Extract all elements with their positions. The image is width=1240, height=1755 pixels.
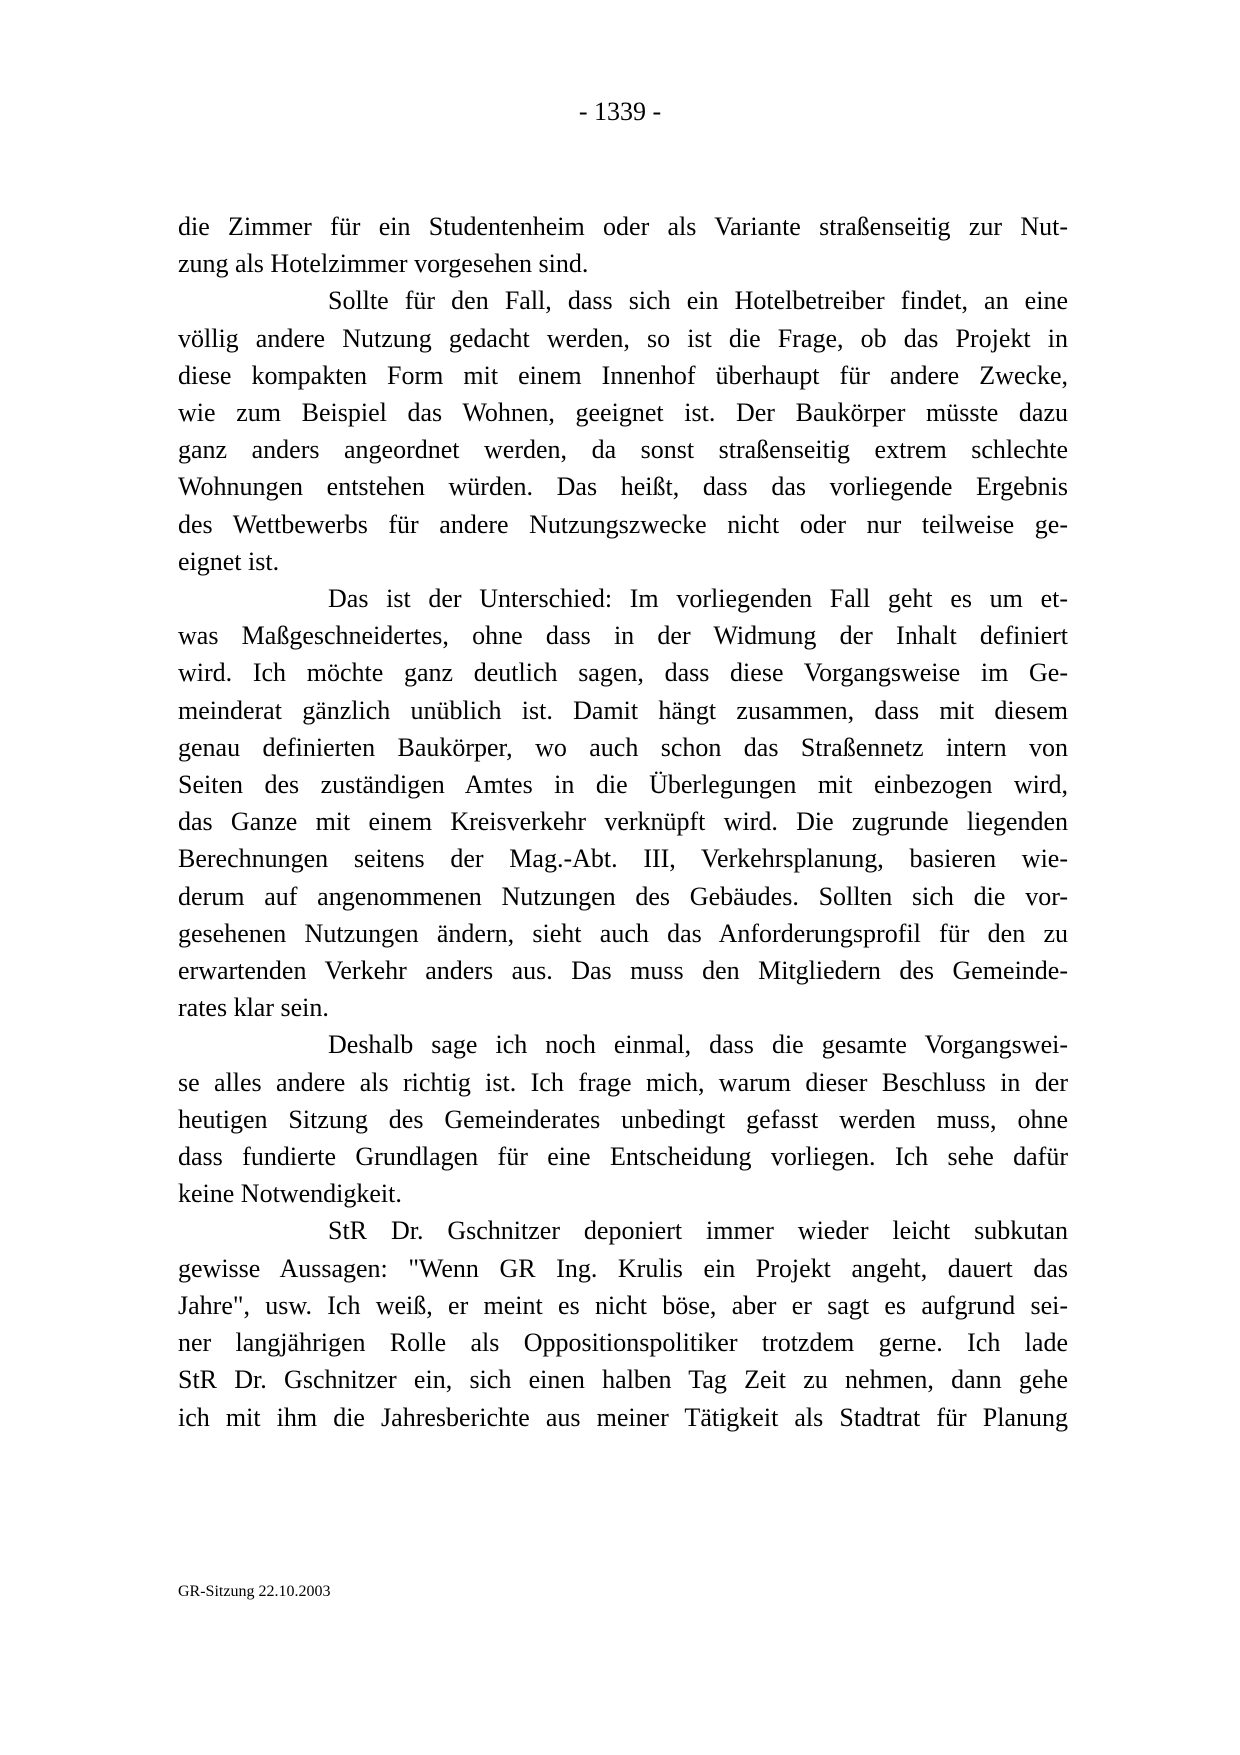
paragraph-2	[178, 282, 1068, 580]
text-line: erwartenden Verkehr anders aus. Das muss den Mitgliedern des Gemeinde-	[178, 956, 1068, 986]
text-line: völlig andere Nutzung gedacht werden, so ist die Frage, ob das Projekt in	[178, 323, 1068, 353]
text-line: Seiten des zuständigen Amtes in die Überlegungen mit einbezogen wird,	[178, 770, 1068, 800]
text-line: Deshalb sage ich noch einmal, dass die gesamte Vorgangswei-	[328, 1030, 1068, 1060]
text-line: die Zimmer für ein Studentenheim oder als Variante straßenseitig zur Nut-	[178, 212, 1068, 241]
text-line: das Ganze mit einem Kreisverkehr verknüpft wird. Die zugrunde liegenden	[178, 807, 1068, 837]
text-line: zung als Hotelzimmer vorgesehen sind.	[178, 249, 589, 279]
text-line: se alles andere als richtig ist. Ich frage mich, warum dieser Beschluss in der	[178, 1067, 1068, 1097]
text-line: derum auf angenommenen Nutzungen des Gebäudes. Sollten sich die vor-	[178, 881, 1068, 911]
text-line: ganz anders angeordnet werden, da sonst straßenseitig extrem schlechte	[178, 435, 1068, 465]
text-line: StR Dr. Gschnitzer deponiert immer wieder leicht subkutan	[328, 1216, 1068, 1246]
text-line: diese kompakten Form mit einem Innenhof überhaupt für andere Zwecke,	[178, 360, 1068, 390]
paragraph-4	[178, 1026, 1068, 1212]
text-line: gewisse Aussagen: "Wenn GR Ing. Krulis ein Projekt angeht, dauert das	[178, 1253, 1068, 1283]
text-line: rates klar sein.	[178, 993, 329, 1023]
text-line: wie zum Beispiel das Wohnen, geeignet ist. Der Baukörper müsste dazu	[178, 398, 1068, 428]
text-line: Das ist der Unterschied: Im vorliegenden Fall geht es um et-	[328, 584, 1068, 614]
paragraph-5	[178, 1212, 1068, 1435]
text-line: StR Dr. Gschnitzer ein, sich einen halben Tag Zeit zu nehmen, dann gehe	[178, 1365, 1068, 1395]
paragraph-3	[178, 580, 1068, 1026]
text-line: ich mit ihm die Jahresberichte aus meiner Tätigkeit als Stadtrat für Planung	[178, 1402, 1068, 1432]
text-line: heutigen Sitzung des Gemeinderates unbedingt gefasst werden muss, ohne	[178, 1104, 1068, 1134]
text-line: wird. Ich möchte ganz deutlich sagen, dass diese Vorgangsweise im Ge-	[178, 658, 1068, 688]
document-body	[178, 208, 1068, 1436]
text-line: Sollte für den Fall, dass sich ein Hotelbetreiber findet, an eine	[328, 286, 1068, 316]
paragraph-1	[178, 208, 1068, 282]
text-line: Jahre", usw. Ich weiß, er meint es nicht böse, aber er sagt es aufgrund sei-	[178, 1290, 1068, 1320]
text-line: ner langjährigen Rolle als Oppositionspolitiker trotzdem gerne. Ich lade	[178, 1328, 1068, 1358]
text-line: keine Notwendigkeit.	[178, 1179, 402, 1209]
text-line: Wohnungen entstehen würden. Das heißt, dass das vorliegende Ergebnis	[178, 472, 1068, 502]
footer-session-date: GR-Sitzung 22.10.2003	[178, 1583, 331, 1600]
text-line: des Wettbewerbs für andere Nutzungszwecke nicht oder nur teilweise ge-	[178, 509, 1068, 539]
text-line: meinderat gänzlich unüblich ist. Damit hängt zusammen, dass mit diesem	[178, 695, 1068, 725]
text-line: dass fundierte Grundlagen für eine Entscheidung vorliegen. Ich sehe dafür	[178, 1142, 1068, 1172]
text-line: gesehenen Nutzungen ändern, sieht auch das Anforderungsprofil für den zu	[178, 918, 1068, 948]
text-line: Berechnungen seitens der Mag.-Abt. III, Verkehrsplanung, basieren wie-	[178, 844, 1068, 874]
text-line: eignet ist.	[178, 546, 280, 576]
text-line: genau definierten Baukörper, wo auch schon das Straßennetz intern von	[178, 732, 1068, 762]
text-line: was Maßgeschneidertes, ohne dass in der Widmung der Inhalt definiert	[178, 621, 1068, 651]
page-number: - 1339 -	[578, 97, 662, 126]
